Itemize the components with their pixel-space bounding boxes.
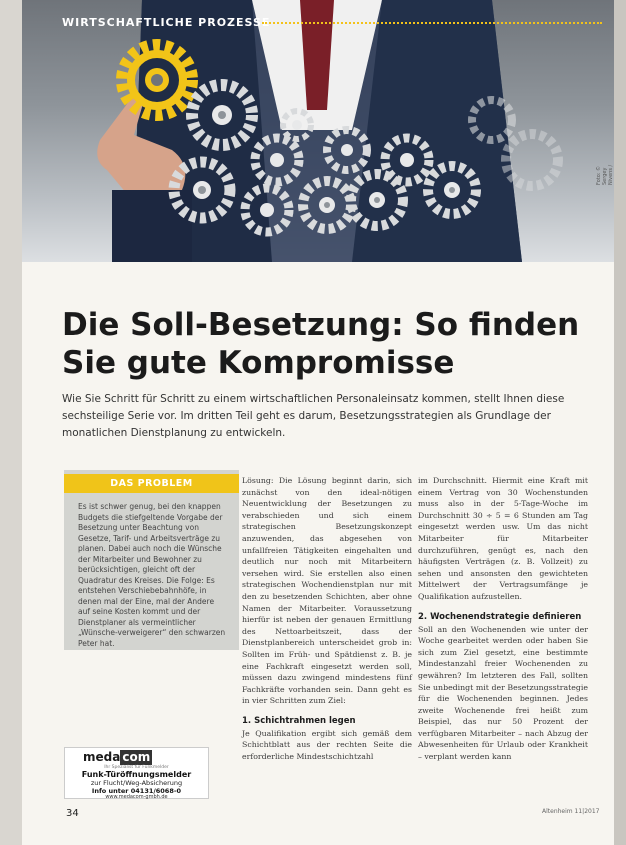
ad-logo-part2: com — [122, 750, 151, 764]
ad-logo — [83, 750, 193, 765]
next-page-edge — [614, 0, 626, 845]
ad-logo-part1: meda — [83, 750, 121, 764]
step-2-text: Soll an den Wochenenden wie unter der Woche gearbeitet werden oder haben Sie sich zum Ziel gesetzt, eine bestimmte Mindestanzahl freier Wochenenden zu gewähren? Im letzteren des Fall, sollten Sie unbedingt mit der Besetzungsstrategie für die Wochenenden beginnen. Jedes zweite Wochenende frei heißt zum Beispiel, das nur 50 Prozent der verfügbaren Mitarbeiter – nach Abzug der Abwesenheiten für Urlaub oder Krankheit – verplant werden kann — [418, 624, 588, 762]
step-1-heading: 1. Schichtrahmen legen — [242, 715, 356, 726]
step-2-heading: 2. Wochenendstrategie definieren — [418, 611, 582, 622]
article-column-3 — [418, 475, 588, 763]
photo-credit: Foto: © Sergey Nivens / — [596, 164, 614, 185]
ad-tagline: Ihr Spezialist für Funkmelder — [104, 765, 169, 770]
page-number: 34 — [66, 808, 79, 819]
problem-box-text: Es ist schwer genug, bei den knappen Budgets die stiefgeltende Vorgabe der Besetzung unter Beachtung von Gesetze, Tarif- und Arbeitsverträge zu planen. Dabei auch noch die Wünsche der Mitarbeiter und Bewohner zu berücksichtigen, gleicht oft der Quadratur des Kreises. Die Folge: Es entstehen Verschiebebahnhöfe, in denen mal der Eine, mal der Andere auf seine Kosten kommt und der Dienstplaner als vermeintlicher „Wünsche-verweigerer“ den schwarzen Peter hat. — [78, 502, 226, 648]
article-lead: Wie Sie Schritt für Schritt zu einem wirtschaftlichen Personaleinsatz kommen, stellt Ihnen diese sechsteilige Serie vor. Im dritten Teil geht es darum, Besetzungsstrategien als Grundlage der monatlichen Dienstplanung zu entwickeln. — [62, 393, 565, 439]
magazine-page — [22, 0, 614, 845]
issue-label: Altenheim 11|2017 — [542, 808, 600, 815]
ad-product-sub: zur Flucht/Weg-Absicherung — [90, 779, 183, 787]
problem-box-title: DAS PROBLEM — [110, 478, 193, 489]
problem-box-header — [64, 474, 239, 493]
section-kicker: WIRTSCHAFTLICHE PROZESSE — [62, 16, 271, 29]
ad-phone: Info unter 04131/6068-0 — [91, 787, 182, 795]
article-column-2 — [242, 475, 412, 763]
ad-product: Funk-Türöffnungsmelder — [81, 770, 192, 779]
ad-url[interactable]: www.medacom-gmbh.de — [105, 794, 168, 800]
article-headline: Die Soll-Besetzung: So finden Sie gute Kompromisse — [62, 307, 580, 381]
column-3-paragraph: im Durchschnitt. Hiermit eine Kraft mit einem Vertrag von 30 Wochenstunden muss also in der 5-Tage-Woche im Durchschnitt 30 ÷ 5 = 6 Stunden am Tag eingesetzt werden usw. Um das nicht Mitarbeiter für Mitarbeiter durchzuführen, genügt es, nach den häufigsten Verträgen (z. B. Vollzeit) zu sehen und ansonsten den gewichteten Mittelwert der Vertragsumfänge je Qualifikation aufzustellen. — [418, 476, 588, 601]
kicker-divider — [262, 22, 602, 24]
hero-image — [22, 0, 614, 262]
gears-illustration — [22, 0, 614, 262]
step-1-text: Je Qualifikation ergibt sich gemäß dem Schichtblatt aus der rechten Seite die erforderliche Mindestschichtzahl — [242, 728, 412, 762]
column-2-paragraph: Lösung: Die Lösung beginnt darin, sich zunächst von den ideal-nötigen Neuentwicklung der Besetzungen zu verabschieden und sich einem strategischen Besetzungskonzept anzuwenden, das abgesehen von unfallfreien Tätigkeiten eingehalten und deutlich nur noch mit Mitarbeitern versehen wird. Sie erstellen also einen strategischen Wochendienstplan nur mit den zu besetzenden Schichten, aber ohne Namen der Mitarbeiter. Voraussetzung hierfür ist neben der genauen Ermittlung des Nettoarbeitszeit, dass der Dienstplanbereich unterscheidet grob in: Sollten im Früh- und Spätdienst z. B. je eine Fachkraft eingesetzt werden soll, müssen dazu zwingend mindestens fünf Fachkräfte vorhanden sein. Dann geht es in vier Schritten zum Ziel: — [242, 476, 412, 706]
advertisement[interactable] — [64, 747, 209, 799]
